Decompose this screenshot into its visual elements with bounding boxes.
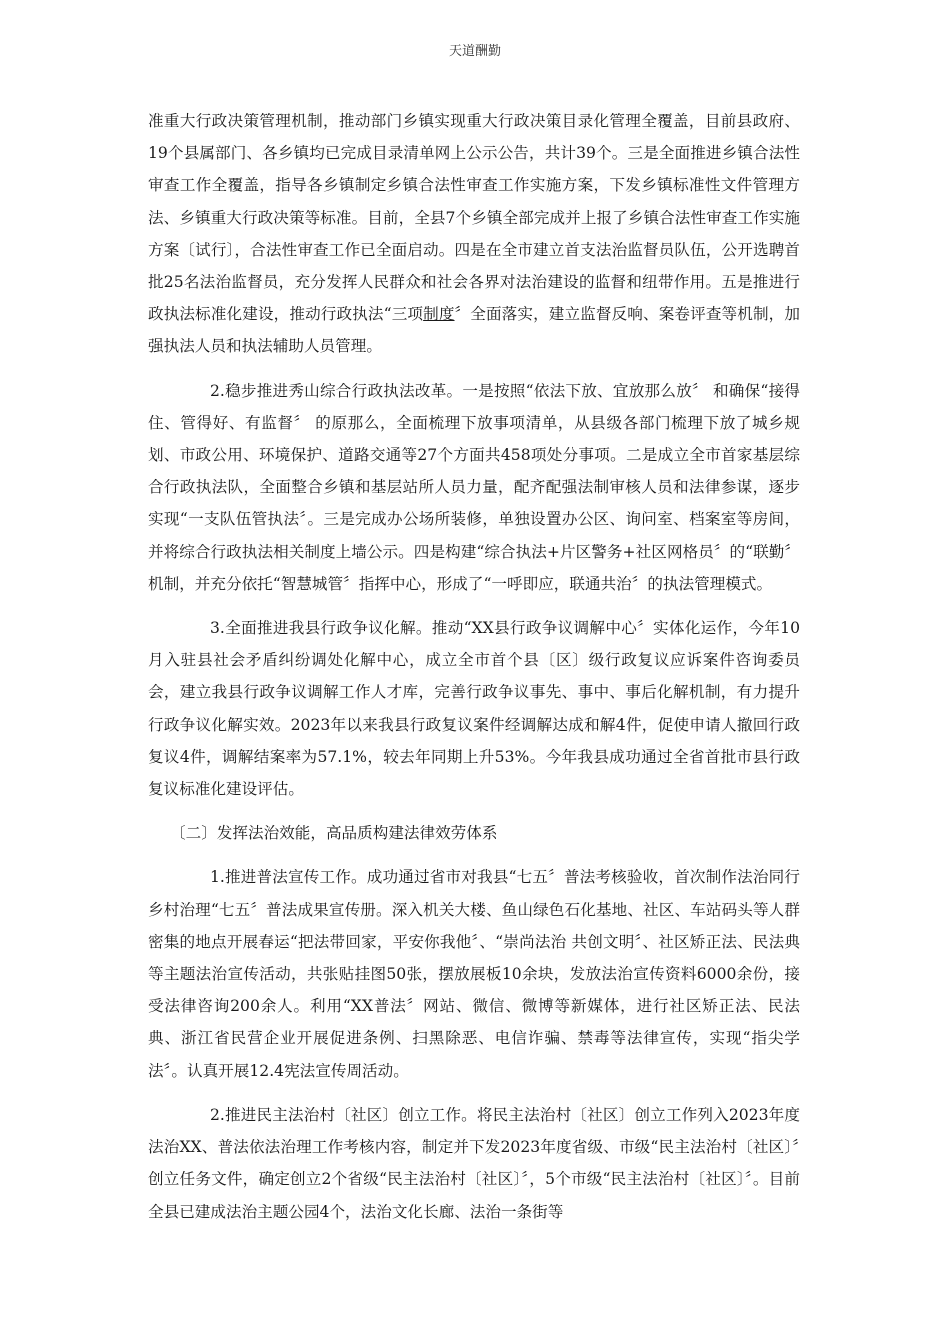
- document-body: [148, 105, 800, 1240]
- paragraph-text-tail: 〞全面落实，建立监督反响、案卷评查等机制，加强执法人员和执法辅助人员管理。: [148, 305, 800, 356]
- paragraph-legal-publicity: 1.推进普法宣传工作。成功通过省市对我县“七五〞普法考核验收，首次制作法治同行 乡村治理“七五〞普法成果宣传册。深入机关大楼、鱼山绿色石化基地、社区、车站码头等人群密集的地点开展春运“把法带回家，平安你我他〞、“崇尚法治 共创文明〞、社区矫正法、民法典等主题法治宣传活动，共张贴挂图50张，摆放展板10余块，发放法治宣传资料6000余份，接受法律咨询200余人。利用“XX普法〞网站、微信、微博等新媒体，进行社区矫正法、民法典、浙江省民营企业开展促进条例、扫黑除恶、电信诈骗、禁毒等法律宣传，实现“指尖学法〞。认真开展12.4宪法宣传周活动。: [148, 868, 800, 1080]
- paragraph-dispute-resolution: 3.全面推进我县行政争议化解。推动“XX县行政争议调解中心〞实体化运作，今年10月入驻县社会矛盾纠纷调处化解中心，成立全市首个县〔区〕级行政复议应诉案件咨询委员会，建立我县行政争议调解工作人才库，完善行政争议事先、事中、事后化解机制，有力提升行政争议化解实效。2023年以来我县行政复议案件经调解达成和解4件，促使申请人撤回行政复议4件，调解结案率为57.1%，较去年同期上升53%。今年我县成功通过全省首批市县行政复议标准化建设评估。: [148, 619, 800, 799]
- paragraph-enforcement-reform: 2.稳步推进秀山综合行政执法改革。一是按照“依法下放、宜放那么放〞 和确保“接得住、管得好、有监督〞 的原那么，全面梳理下放事项清单，从县级各部门梳理下放了城乡规划、市政公用、环境保护、道路交通等27个方面共458项处分事项。二是成立全市首家基层综合行政执法队，全面整合乡镇和基层站所人员力量，配齐配强法制审核人员和法律参谋，逐步实现“一支队伍管执法〞。三是完成办公场所装修，单独设置办公区、询问室、档案室等房间，并将综合行政执法相关制度上墙公示。四是构建“综合执法+片区警务+社区网格员〞的“联勤〞机制，并充分依托“智慧城管〞指挥中心，形成了“一呼即应，联通共治〞的执法管理模式。: [148, 381, 800, 593]
- paragraph-democratic-villages: 2.推进民主法治村〔社区〕创立工作。将民主法治村〔社区〕创立工作列入2023年度法治XX、普法依法治理工作考核内容，制定并下发2023年度省级、市级“民主法治村〔社区〕〞创立任务文件，确定创立2个省级“民主法治村〔社区〕〞，5个市级“民主法治村〔社区〕〞。目前全县已建成法治主题公园4个，法治文化长廊、法治一条街等: [148, 1105, 800, 1221]
- page-header: 天道酬勤: [448, 44, 501, 59]
- section-heading: 〔二〕发挥法治效能，高品质构建法律效劳体系: [170, 824, 498, 843]
- paragraph-text: 准重大行政决策管理机制，推动部门乡镇实现重大行政决策目录化管理全覆盖，目前县政府、19个县属部门、各乡镇均已完成目录清单网上公示公告，共计39个。三是全面推进乡镇合法性审查工作全覆盖，指导各乡镇制定乡镇合法性审查工作实施方案，下发乡镇标准性文件管理方法、乡镇重大行政决策等标准。目前，全县7个乡镇全部完成并上报了乡镇合法性审查工作实施方案〔试行〕，合法性审查工作已全面启动。四是在全市建立首支法治监督员队伍，公开选聘首批25名法治监督员，充分发挥人民群众和社会各界对法治建设的监督和纽带作用。五是推进行政执法标准化建设，推动行政执法“三项: [148, 112, 800, 324]
- paragraph-decision-mechanism: [148, 105, 800, 363]
- underlined-term: 制度: [423, 305, 455, 324]
